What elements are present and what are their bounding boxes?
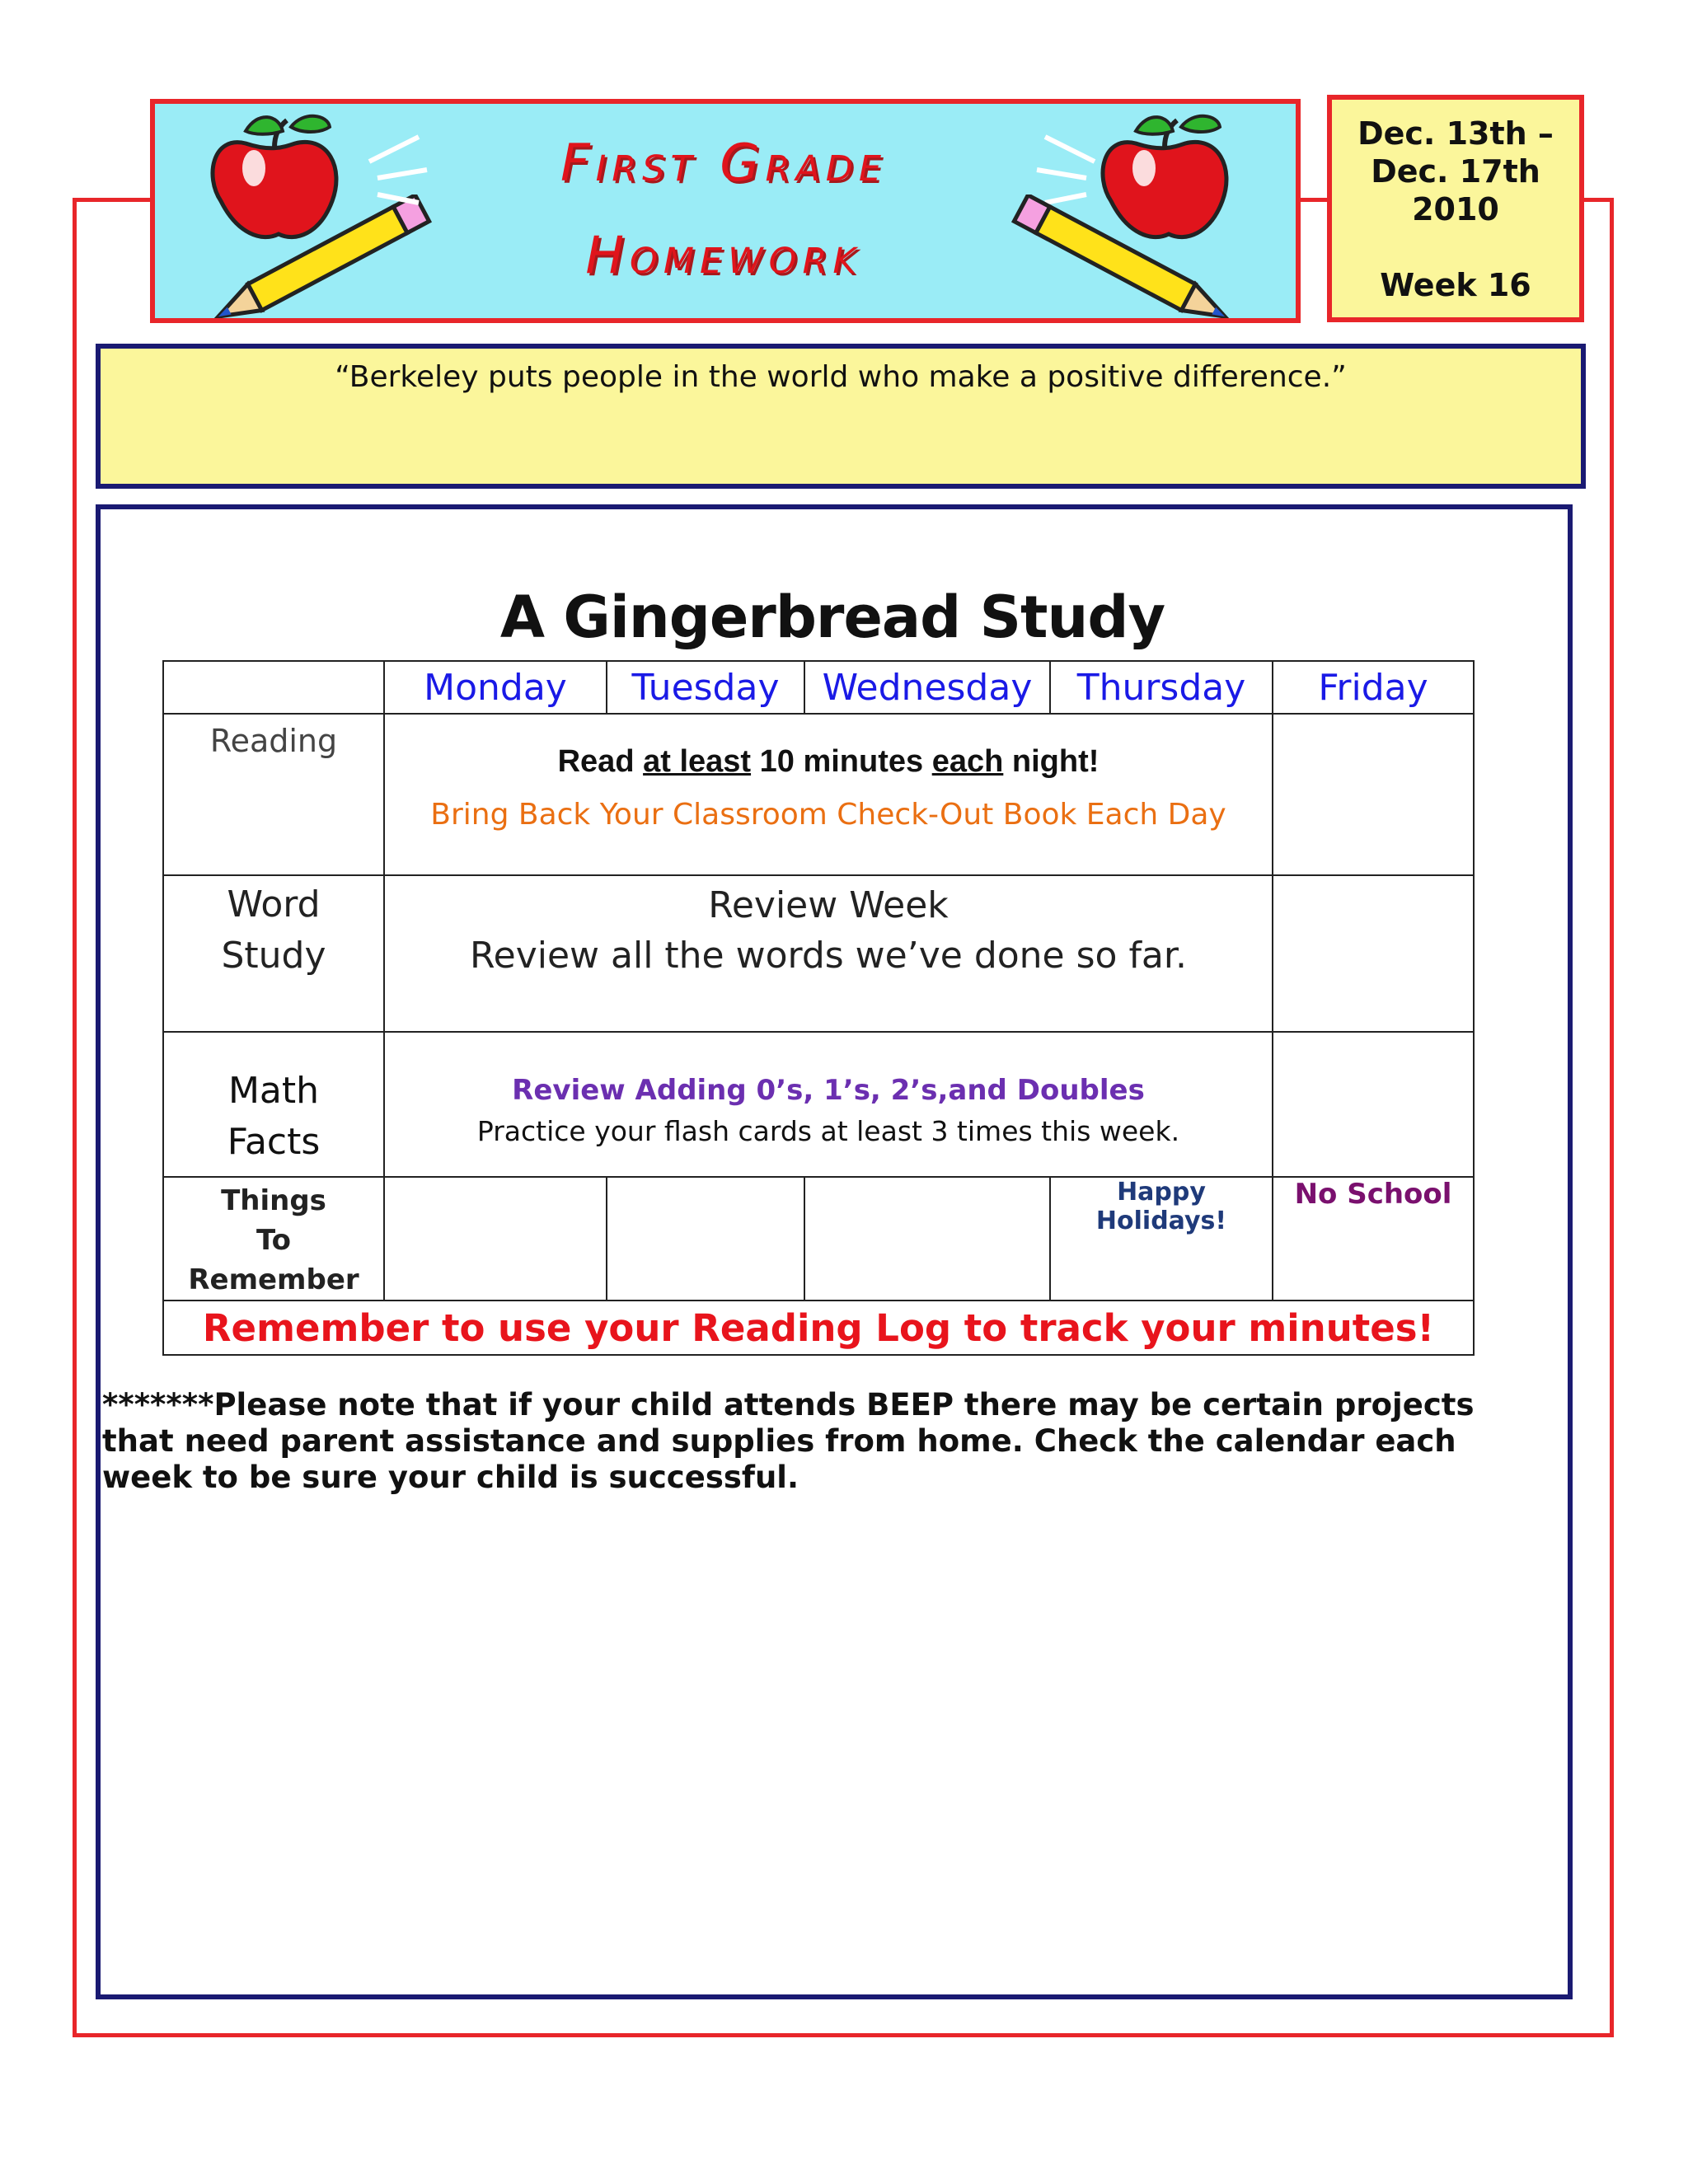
day-tuesday: Tuesday bbox=[607, 661, 804, 714]
footer-row bbox=[163, 1301, 1474, 1355]
math-facts-row bbox=[163, 1032, 1474, 1177]
banner-title bbox=[435, 117, 1012, 302]
reading-row bbox=[163, 714, 1474, 875]
math-facts-label: Math Facts bbox=[163, 1032, 384, 1177]
math-facts-line1: Review Adding 0’s, 1’s, 2’s,and Doubles bbox=[512, 1074, 1145, 1107]
word-study-content bbox=[384, 875, 1273, 1032]
reading-friday-cell bbox=[1273, 714, 1474, 875]
things-thursday-cell: Happy Holidays! bbox=[1050, 1177, 1273, 1301]
things-friday-cell: No School bbox=[1273, 1177, 1474, 1301]
day-wednesday: Wednesday bbox=[804, 661, 1050, 714]
pencil-icon-right bbox=[983, 194, 1255, 323]
date-line3: 2010 bbox=[1412, 191, 1499, 227]
beep-note: *******Please note that if your child attends BEEP there may be certain projects that need parent assistance and supplies from home. Check the calendar each week to be sure your child is successful. bbox=[102, 1387, 1475, 1495]
day-friday: Friday bbox=[1273, 661, 1474, 714]
day-header-row bbox=[163, 661, 1474, 714]
word-study-line2: Review all the words we’ve done so far. bbox=[470, 935, 1187, 977]
reading-book-reminder: Bring Back Your Classroom Check-Out Book Each Day bbox=[430, 798, 1226, 832]
banner-title-line1: First Grade bbox=[560, 133, 888, 193]
day-monday: Monday bbox=[384, 661, 607, 714]
study-title: A Gingerbread Study bbox=[499, 583, 1165, 651]
things-wednesday-cell bbox=[804, 1177, 1050, 1301]
header-blank-cell bbox=[163, 661, 384, 714]
word-study-line1: Review Week bbox=[708, 884, 949, 926]
banner-title-line2: Homework bbox=[585, 225, 862, 285]
things-monday-cell bbox=[384, 1177, 607, 1301]
quote-text: “Berkeley puts people in the world who make a positive difference.” bbox=[335, 360, 1347, 394]
quote-box bbox=[96, 344, 1586, 489]
things-tuesday-cell bbox=[607, 1177, 804, 1301]
date-line2: Dec. 17th bbox=[1371, 153, 1540, 190]
math-facts-line2: Practice your flash cards at least 3 times this week. bbox=[476, 1115, 1180, 1147]
homework-banner bbox=[150, 99, 1301, 323]
reading-content bbox=[384, 714, 1273, 875]
homework-schedule-table bbox=[162, 660, 1475, 1356]
math-facts-friday-cell bbox=[1273, 1032, 1474, 1177]
sparkle-lines-icon-left bbox=[361, 120, 435, 211]
things-to-remember-label: Things To Remember bbox=[163, 1177, 384, 1301]
reading-log-reminder: Remember to use your Reading Log to track your minutes! bbox=[163, 1301, 1474, 1355]
word-study-friday-cell bbox=[1273, 875, 1474, 1032]
date-line1: Dec. 13th – bbox=[1357, 115, 1554, 152]
pencil-icon-left bbox=[188, 194, 460, 323]
week-number: Week 16 bbox=[1380, 267, 1531, 303]
reading-label: Reading bbox=[163, 714, 384, 875]
reading-instruction: Read at least 10 minutes each night! bbox=[557, 744, 1100, 779]
day-thursday: Thursday bbox=[1050, 661, 1273, 714]
word-study-label: Word Study bbox=[163, 875, 384, 1032]
word-study-row bbox=[163, 875, 1474, 1032]
things-row bbox=[163, 1177, 1474, 1301]
math-facts-content bbox=[384, 1032, 1273, 1177]
date-range-box bbox=[1327, 95, 1584, 322]
